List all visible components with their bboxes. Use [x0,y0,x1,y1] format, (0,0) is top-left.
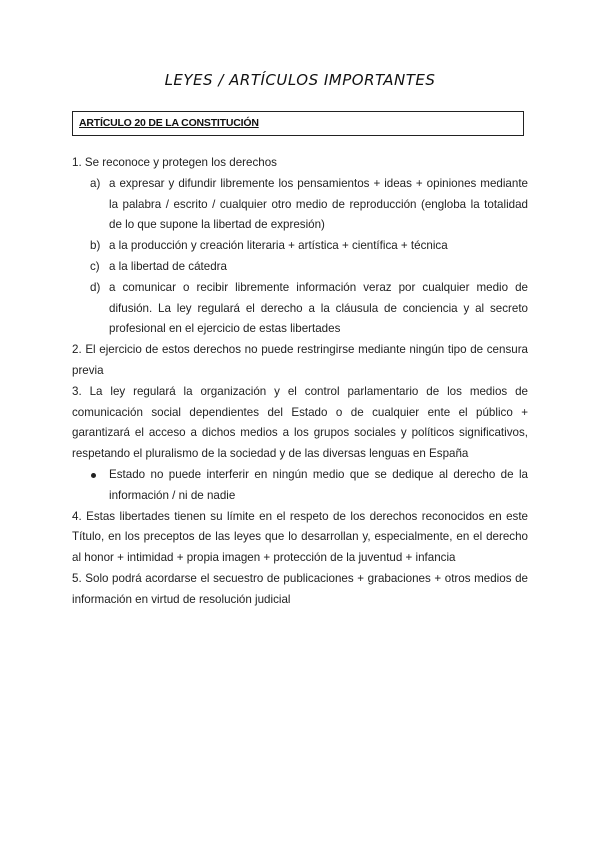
sub-item-text: a expresar y difundir libremente los pensamientos + ideas + opiniones mediante la palabra / escrito / cualquier otro medio de reproducción (engloba la totalidad de lo que supone la libertad de expresión) [109,176,528,232]
section-header-box [72,111,524,136]
sub-item-c [72,257,528,278]
sub-item-b [72,236,528,257]
paragraph-3: 3. La ley regulará la organización y el control parlamentario de los medios de comunicación social dependientes del Estado o de cualquier ente el público + garantizará el acceso a dichos medios a los grupos sociales y políticos significativos, respetando el pluralismo de la sociedad y de las diversas lenguas en España [72,384,528,461]
section-heading: ARTÍCULO 20 DE LA CONSTITUCIÓN [79,117,259,129]
sub-item-marker: b) [90,239,101,253]
paragraph-2: 2. El ejercicio de estos derechos no puede restringirse mediante ningún tipo de censura previa [72,343,528,377]
sub-item-marker: a) [90,176,101,190]
bullet-item [72,465,528,507]
sub-item-text: a la producción y creación literaria + artística + científica + técnica [109,239,448,253]
bullet-text: Estado no puede interferir en ningún medio que se dedique al derecho de la información / ni de nadie [109,467,528,502]
page-title: LEYES / ARTÍCULOS IMPORTANTES [164,71,436,89]
sub-item-marker: c) [90,259,100,273]
sub-item-a [72,174,528,236]
paragraph-1: 1. Se reconoce y protegen los derechos [72,156,277,169]
sub-item-text: a comunicar o recibir libremente información veraz por cualquier medio de difusión. La ley regulará el derecho a la cláusula de conciencia y al secreto profesional en el ejercicio de estas libertades [109,280,528,336]
article-content [72,153,528,611]
sub-item-d [72,278,528,340]
paragraph-4: 4. Estas libertades tienen su límite en el respeto de los derechos reconocidos en este Título, en los preceptos de las leyes que lo desarrollan y, especialmente, en el derecho al honor + intimidad + propia imagen + protección de la juventud + infancia [72,509,528,565]
sub-item-marker: d) [90,280,101,294]
bullet-dot-icon [91,473,96,478]
paragraph-5: 5. Solo podrá acordarse el secuestro de publicaciones + grabaciones + otros medios de información en virtud de resolución judicial [72,571,528,606]
sub-item-text: a la libertad de cátedra [109,259,227,273]
